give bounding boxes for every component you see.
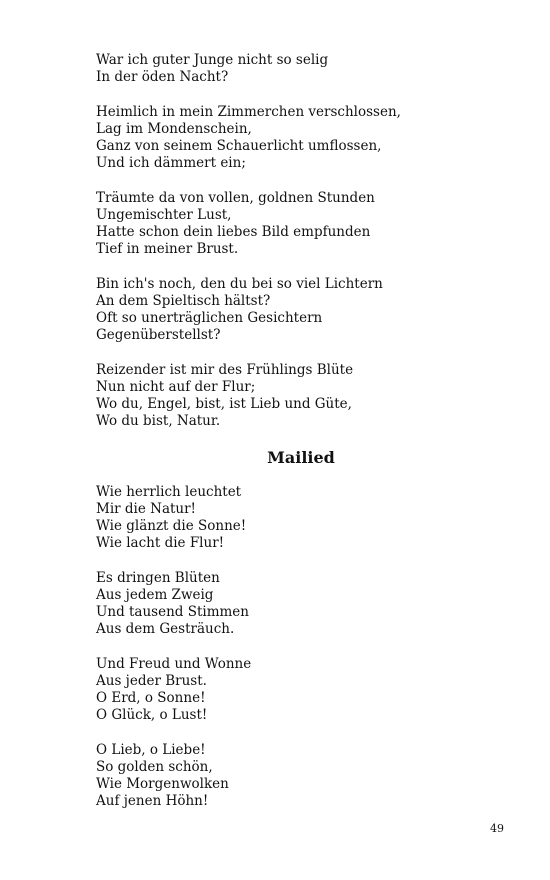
stanza [96, 104, 496, 172]
poem-line: Nun nicht auf der Flur; [96, 379, 256, 395]
poem-line: Träumte da von vollen, goldnen Stunden [96, 190, 375, 206]
stanza [96, 362, 496, 430]
poem-line: Wo du, Engel, bist, ist Lieb und Güte, [96, 396, 352, 412]
poem-line: Wo du bist, Natur. [96, 413, 221, 429]
poem-line: Aus dem Gesträuch. [96, 621, 235, 637]
stanza [96, 276, 496, 344]
poem-line: Reizender ist mir des Frühlings Blüte [96, 362, 354, 378]
poem-line: Und ich dämmert ein; [96, 155, 246, 171]
poem-line: An dem Spieltisch hältst? [96, 293, 271, 309]
poem-line: Oft so unerträglichen Gesichtern [96, 310, 323, 326]
page-number: 49 [490, 822, 504, 835]
poem-line: Es dringen Blüten [96, 570, 220, 586]
poem-line: War ich guter Junge nicht so selig [96, 52, 329, 68]
poem-line: O Erd, o Sonne! [96, 690, 206, 706]
poem-text [96, 52, 496, 828]
poem-title: Mailied [267, 448, 335, 467]
poem-line: Auf jenen Höhn! [96, 793, 209, 809]
stanza [96, 52, 496, 86]
poem-line: Hatte schon dein liebes Bild empfunden [96, 224, 371, 240]
poem-line: Wie glänzt die Sonne! [96, 518, 247, 534]
stanza [96, 484, 496, 552]
poem-line: Ganz von seinem Schauerlicht umflossen, [96, 138, 382, 154]
poem-line: Lag im Mondenschein, [96, 121, 252, 137]
poem-line: Wie Morgenwolken [96, 776, 229, 792]
poem-line: Ungemischter Lust, [96, 207, 232, 223]
poem-line: Und tausend Stimmen [96, 604, 249, 620]
poem-line: Heimlich in mein Zimmerchen verschlossen, [96, 104, 401, 120]
poem-line: So golden schön, [96, 759, 213, 775]
poem-line: In der öden Nacht? [96, 69, 229, 85]
poem-line: Mir die Natur! [96, 501, 196, 517]
stanza [96, 570, 496, 638]
stanza [96, 190, 496, 258]
poem-line: Und Freud und Wonne [96, 656, 252, 672]
poem-line: Aus jeder Brust. [96, 673, 207, 689]
stanza [96, 742, 496, 810]
poem-line: Aus jedem Zweig [96, 587, 214, 603]
poem-line: Bin ich's noch, den du bei so viel Lichtern [96, 276, 383, 292]
poem-line: Tief in meiner Brust. [96, 241, 239, 257]
poem-line: O Lieb, o Liebe! [96, 742, 206, 758]
poem-line: O Glück, o Lust! [96, 707, 208, 723]
poem-line: Wie herrlich leuchtet [96, 484, 242, 500]
poem-line: Gegenüberstellst? [96, 327, 221, 343]
poem-line: Wie lacht die Flur! [96, 535, 225, 551]
stanza [96, 656, 496, 724]
